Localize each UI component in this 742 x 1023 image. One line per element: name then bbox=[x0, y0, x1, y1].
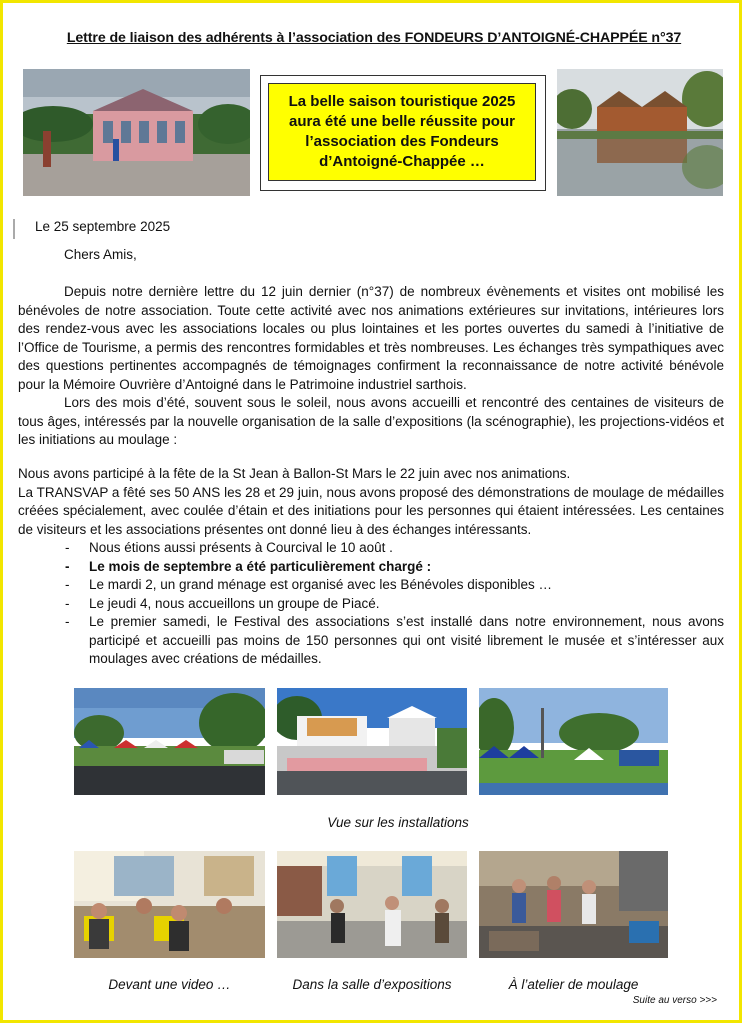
bullet-dash: - bbox=[65, 540, 70, 555]
festival-stage-photo bbox=[277, 688, 467, 795]
bullet-text: Le premier samedi, le Festival des associations s’est installé dans notre environnement, nous avons participé et accueilli pas moins de 150 personnes qui ont visité librement le musée et s’intéresser aux moulages avec créations de médailles. bbox=[89, 614, 724, 666]
festival-tents-photo bbox=[74, 688, 265, 795]
bullet-dash: - bbox=[65, 577, 70, 592]
bullet-item bbox=[65, 539, 724, 558]
building-reflection-photo bbox=[557, 69, 723, 196]
museum-building-photo bbox=[23, 69, 250, 196]
letter-body-events bbox=[18, 465, 724, 539]
caption-video: Devant une video … bbox=[108, 977, 231, 992]
bullet-text: Le jeudi 4, nous accueillons un groupe de Piacé. bbox=[89, 596, 380, 611]
letter-date: Le 25 septembre 2025 bbox=[35, 219, 171, 234]
paragraph-2: Lors des mois d’été, souvent sous le soleil, nous avons accueilli et rencontré des centaines de visiteurs de tous âges, intéressés par la nouvelle organisation de la salle d’expositions (la scénographie), les projections-vidéos et les initiations au moulage : bbox=[18, 395, 724, 447]
letter-greeting: Chers Amis, bbox=[64, 247, 137, 262]
molding-workshop-photo bbox=[479, 851, 668, 958]
bullet-text: Le mois de septembre a été particulièrement chargé : bbox=[89, 559, 432, 574]
headline-banner: La belle saison touristique 2025 aura été une belle réussite pour l’association des Fondeurs d’Antoigné-Chappée … bbox=[268, 83, 536, 181]
paragraph-4: La TRANSVAP a fêté ses 50 ANS les 28 et 29 juin, nous avons proposé des démonstrations de moulage de médailles créées spécialement, avec coulée d’étain et des initiations pour les personnes qui étaient intéressées. Les centaines de visiteurs et les associations présentes ont donné lieu à des échanges intéressants. bbox=[18, 484, 724, 537]
bullet-item bbox=[65, 558, 724, 577]
festival-lawn-photo bbox=[479, 688, 668, 795]
bullet-item bbox=[65, 576, 724, 595]
caption-installations: Vue sur les installations bbox=[327, 815, 469, 830]
caption-salle: Dans la salle d’expositions bbox=[292, 977, 452, 992]
paragraph-3: Nous avons participé à la fête de la St Jean à Ballon-St Mars le 22 juin avec nos animations. bbox=[18, 466, 571, 481]
continued-overleaf: Suite au verso >>> bbox=[632, 995, 717, 1006]
bullet-dash: - bbox=[65, 614, 70, 629]
bullet-item bbox=[65, 613, 724, 669]
exhibition-room-photo bbox=[277, 851, 467, 958]
caption-atelier: À l’atelier de moulage bbox=[508, 977, 639, 992]
video-audience-photo bbox=[74, 851, 265, 958]
bullet-text: Nous étions aussi présents à Courcival le 10 août . bbox=[89, 540, 393, 555]
bullet-text: Le mardi 2, un grand ménage est organisé avec les Bénévoles disponibles … bbox=[89, 577, 553, 592]
bullet-item bbox=[65, 595, 724, 614]
paragraph-1: Depuis notre dernière lettre du 12 juin dernier (n°37) de nombreux évènements et visites ont mobilisé les bénévoles de notre association. Toute cette activité avec nos animations extérieures sur invitations, intérieures lors des rendez-vous avec les associations locales ou plus lointaines et les portes ouvertes du samedi à l’initiative de l’Office de Tourisme, a permis des rencontres formidables et très nombreuses. Les échanges très sympathiques avec des questions pertinentes accompagnés de témoignages confirment la reconnaissance de notre activité bénévole pour la Mémoire Ouvrière d’Antoigné dans le Patrimoine industriel sarthois. bbox=[18, 284, 724, 392]
letter-body bbox=[18, 283, 724, 450]
margin-marker bbox=[13, 219, 15, 239]
newsletter-title: Lettre de liaison des adhérents à l’association des FONDEURS D’ANTOIGNÉ-CHAPPÉE n°37 bbox=[66, 30, 682, 46]
bullet-dash: - bbox=[65, 596, 70, 611]
bullet-dash: - bbox=[65, 559, 70, 574]
banner-frame bbox=[260, 75, 546, 191]
